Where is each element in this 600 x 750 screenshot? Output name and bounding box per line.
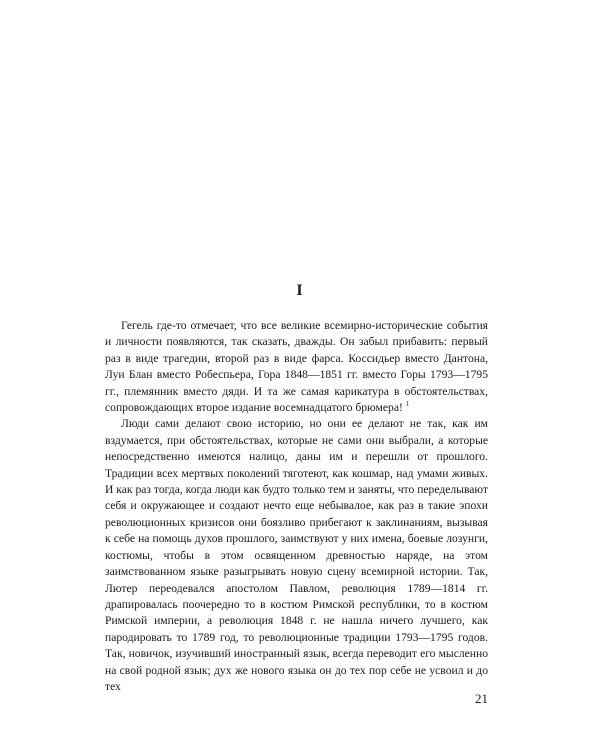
paragraph-2 <box>105 416 488 695</box>
body-text <box>105 318 488 695</box>
paragraph-1-text: Гегель где-то отмечает, что все великие всемирно-исторические события и личности появляются, так сказать, дважды. Он забыл прибавить: первый раз в виде трагедии, второй раз в виде фарса. Коссидьер вместо Дантона, Луи Блан вместо Робеспьера, Гора 1848—1851 гг. вместо Горы 1793—1795 гг., племянник вместо дяди. И та же самая карикатура в обстоятельствах, сопровождающих второе издание восемнадцатого брюмера! <box>105 319 488 415</box>
paragraph-2-text: Люди сами делают свою историю, но они ее делают не так, как им вздумается, при обстоятельствах, которые не сами они выбрали, а которые непосредственно имеются налицо, даны им и перешли от прошлого. Традиции всех мертвых поколений тяготеют, как кошмар, над умами живых. И как раз тогда, когда люди как будто только тем и заняты, что переделывают себя и окружающее и создают нечто еще небывалое, как раз в такие эпохи революционных кризисов они боязливо прибегают к заклинаниям, вызывая к себе на помощь духов прошлого, заимствуют у них имена, боевые лозунги, костюмы, чтобы в этом освященном древностью наряде, на этом заимствованном языке разыгрывать новую сцену всемирной истории. Так, Лютер переодевался апостолом Павлом, революция 1789—1814 гг. драпировалась поочередно то в костюм Римской республики, то в костюм Римской империи, а революция 1848 г. не нашла ничего лучшего, как пародировать то 1789 год, то революционные традиции 1793—1795 годов. Так, новичок, изучивший иностранный язык, всегда переводит его мысленно на свой родной язык; дух же нового языка он до тех пор себе не усвоил и до тех <box>105 417 488 693</box>
page-number: 21 <box>475 691 488 706</box>
paragraph-1 <box>105 318 488 416</box>
chapter-heading: I <box>296 282 304 299</box>
footnote-marker: 1 <box>405 400 410 409</box>
